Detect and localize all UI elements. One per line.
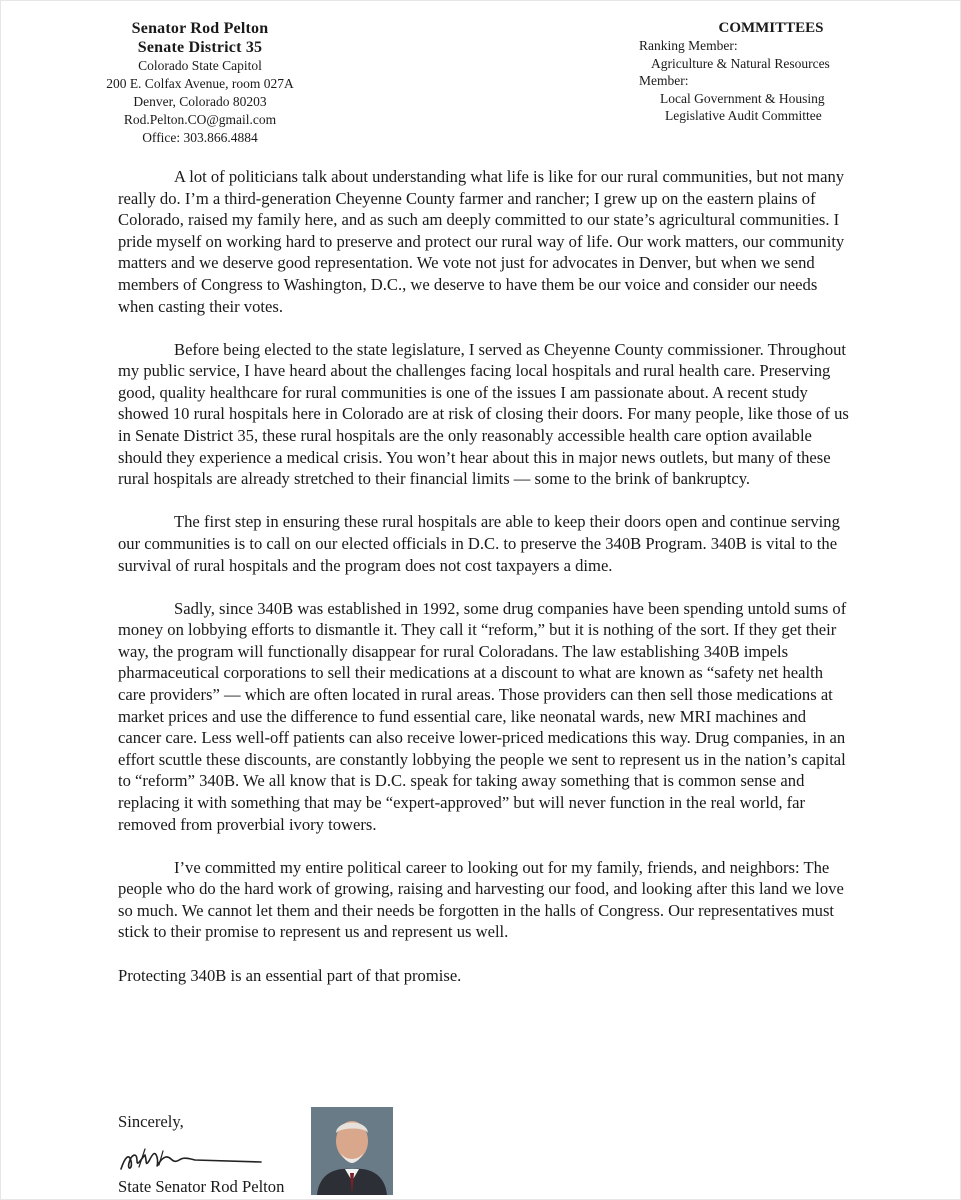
- sender-block: [75, 19, 325, 147]
- sender-email[interactable]: Rod.Pelton.CO@gmail.com: [123, 112, 277, 127]
- member-committee-1: Local Government & Housing: [660, 90, 825, 106]
- sender-city: Denver, Colorado 80203: [133, 94, 267, 109]
- senator-portrait-photo: [311, 1107, 393, 1195]
- valediction: Sincerely,: [118, 1112, 184, 1131]
- committees-block: [631, 19, 901, 125]
- sender-phone: Office: 303.866.4884: [142, 130, 258, 145]
- ranking-member-label: Ranking Member:: [639, 38, 738, 53]
- member-committee-2: Legislative Audit Committee: [665, 108, 822, 123]
- letter-body: [118, 166, 852, 1008]
- committees-title: COMMITTEES: [718, 20, 824, 36]
- paragraph-commitment: I’ve committed my entire political career to looking out for my family, friends, and neighbors: The people who do the hard work of growing, raising and harvesting our food, and looking after this land we love so much. We cannot let them and their needs be forgotten in the halls of Congress. Our representatives must stick to their promise to represent us and represent us well.: [118, 857, 844, 942]
- paragraph-first-step: The first step in ensuring these rural hospitals are able to keep their doors open and continue serving our communities is to call on our elected officials in D.C. to preserve the 340B Program. 340B is vital to the survival of rural hospitals and the program does not cost taxpayers a dime.: [118, 512, 840, 575]
- sender-capitol: Colorado State Capitol: [138, 58, 262, 73]
- sender-district: Senate District 35: [137, 39, 263, 56]
- ranking-committee: Agriculture & Natural Resources: [651, 55, 830, 71]
- handwritten-signature: [115, 1139, 265, 1179]
- signer-name: State Senator Rod Pelton: [118, 1177, 285, 1196]
- closing-line: Protecting 340B is an essential part of that promise.: [118, 965, 462, 985]
- sender-name: Senator Rod Pelton: [131, 20, 269, 37]
- paragraph-drug-companies: Sadly, since 340B was established in 1992, some drug companies have been spending untold sums of money on lobbying efforts to dismantle it. They call it “reform,” but it is nothing of the sort. If they get their way, the program will functionally disappear for rural Coloradans. The law establishing 340B impels pharmaceutical corporations to sell their medications at a discount to what are known as “safety net health care providers” — which are often located in rural areas. Those providers can then sell those medications at market prices and use the difference to fund essential care, like neonatal wards, new MRI machines and cancer care. Less well-off patients can also receive lower-priced medications this way. Drug companies, in an effort scuttle these discounts, are constantly lobbying the people we sent to represent us in the nation’s capital to “reform” 340B. We all know that is D.C. speak for taking away something that is common sense and replacing it with something that may be “expert-approved” but will never function in the real world, far removed from proverbial ivory towers.: [118, 598, 847, 834]
- member-label: Member:: [639, 73, 689, 88]
- paragraph-rural-life: A lot of politicians talk about understanding what life is like for our rural communities, but not many really do. I’m a third-generation Cheyenne County farmer and rancher; I grew up on the eastern plains of Colorado, raised my family here, and as such am deeply committed to our state’s agricultural communities. I pride myself on working hard to preserve and protect our rural way of life. Our work matters, our community matters and we deserve good representation. We vote not just for advocates in Denver, but when we send members of Congress to Washington, D.C., we deserve to have them be our voice and consider our needs when casting their votes.: [118, 167, 845, 316]
- sender-street: 200 E. Colfax Avenue, room 027A: [106, 76, 294, 91]
- paragraph-rural-hospitals: Before being elected to the state legislature, I served as Cheyenne County commissioner. Throughout my public service, I have heard about the challenges facing local hospitals and rural health care. Preserving good, quality healthcare for rural communities is one of the issues I am passionate about. A recent study showed 10 rural hospitals here in Colorado are at risk of closing their doors. For many people, like those of us in Senate District 35, these rural hospitals are the only reasonably accessible health care option available should they experience a medical crisis. You won’t hear about this in major news outlets, but many of these rural hospitals are already stretched to their financial limits — some to the brink of bankruptcy.: [118, 339, 849, 489]
